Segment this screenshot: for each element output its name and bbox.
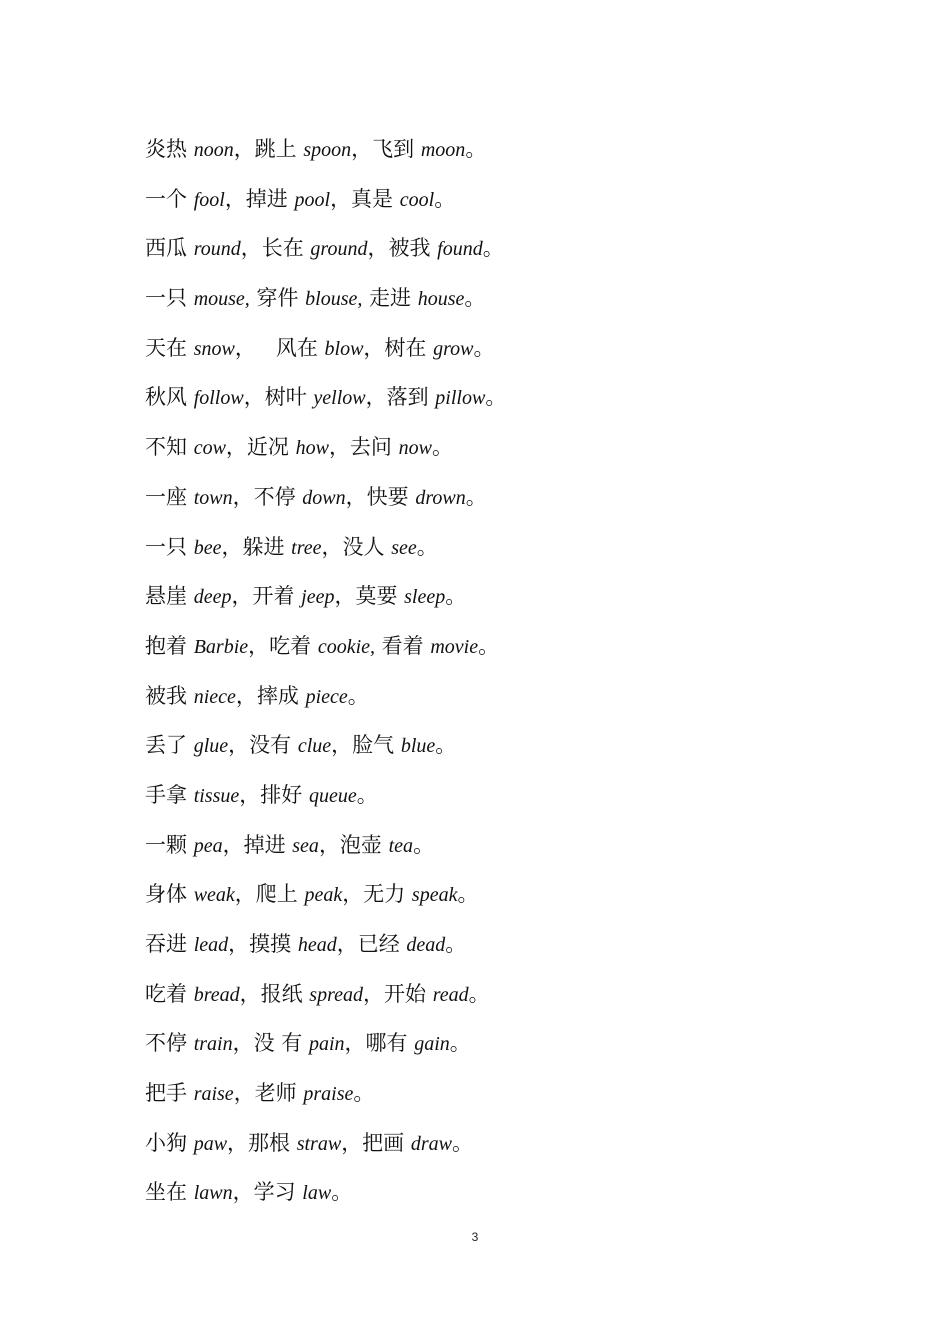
rhyme-line: [145, 976, 845, 1026]
chinese-text: 。: [465, 137, 487, 161]
english-word: deep: [193, 586, 232, 609]
english-word: noon: [193, 139, 234, 161]
rhyme-line: [145, 926, 845, 976]
chinese-text: 。: [464, 286, 486, 311]
chinese-text: 不知: [145, 435, 194, 460]
english-word: drown: [415, 486, 466, 509]
chinese-text: ，树在: [363, 335, 434, 360]
english-word: pea: [193, 834, 223, 857]
english-word: praise: [303, 1083, 354, 1106]
rhyme-line: [145, 131, 845, 181]
chinese-text: 走进: [362, 286, 418, 311]
chinese-text: ，不停: [232, 484, 303, 509]
english-word: jeep: [301, 586, 335, 609]
chinese-text: 抱着: [145, 633, 194, 658]
english-word: mouse,: [193, 288, 250, 311]
chinese-text: ，老师: [233, 1081, 304, 1106]
chinese-text: ，摸摸: [228, 932, 298, 956]
rhyme-line: [145, 727, 845, 777]
chinese-text: 。: [457, 882, 479, 907]
english-word: raise: [193, 1083, 234, 1106]
chinese-text: ，没 有: [232, 1031, 309, 1056]
rhyme-line: [145, 628, 845, 678]
english-word: peak: [304, 884, 343, 907]
chinese-text: ，吃着: [248, 633, 318, 658]
english-word: sea: [292, 834, 319, 857]
chinese-text: ，被我: [367, 236, 438, 261]
rhyme-line: [145, 678, 845, 728]
chinese-text: 一颗: [145, 832, 194, 857]
chinese-text: 。: [485, 385, 507, 410]
chinese-text: 小狗: [145, 1130, 194, 1155]
english-word: now: [398, 437, 432, 460]
chinese-text: 西瓜: [145, 236, 194, 261]
english-word: tissue: [193, 784, 240, 807]
english-word: gain: [414, 1033, 450, 1056]
rhyme-line: [145, 1174, 845, 1224]
chinese-text: ， 风在: [234, 335, 325, 360]
chinese-text: ，报纸: [239, 981, 310, 1006]
rhyme-line: [145, 1025, 845, 1075]
chinese-text: 。: [449, 1031, 471, 1056]
english-word: cool: [399, 188, 435, 211]
english-word: cow: [193, 437, 226, 460]
rhyme-line: [145, 330, 845, 380]
english-word: cookie,: [317, 635, 375, 658]
english-word: yellow: [313, 387, 366, 410]
english-word: tree: [291, 536, 322, 559]
chinese-text: ，开始: [363, 981, 433, 1006]
rhyme-line: [145, 429, 845, 479]
rhyme-line: [145, 777, 845, 827]
chinese-text: ，落到: [365, 385, 436, 410]
chinese-text: ，摔成: [235, 683, 306, 708]
chinese-text: 。: [473, 335, 495, 360]
chinese-text: ，莫要: [334, 584, 405, 609]
english-word: pillow: [435, 387, 486, 410]
chinese-text: 。: [416, 534, 438, 559]
chinese-text: 。: [431, 435, 453, 460]
rhyme-line: [145, 578, 845, 628]
chinese-text: 吞进: [145, 932, 194, 956]
chinese-text: 。: [413, 832, 435, 857]
english-word: lead: [193, 934, 229, 956]
chinese-text: 坐在: [145, 1180, 194, 1205]
english-word: glue: [193, 735, 229, 758]
english-word: Barbie: [193, 635, 249, 658]
chinese-text: ，哪有: [344, 1031, 415, 1056]
english-word: bread: [193, 983, 240, 1006]
english-word: follow: [193, 387, 244, 410]
chinese-text: ，泡壶: [318, 832, 389, 857]
chinese-text: 悬崖: [145, 584, 194, 609]
chinese-text: 。: [331, 1180, 353, 1205]
chinese-text: 不停: [145, 1031, 194, 1056]
chinese-text: 。: [445, 932, 467, 956]
rhyme-line: [145, 379, 845, 429]
chinese-text: 穿件: [249, 286, 306, 311]
english-word: movie: [430, 635, 479, 658]
chinese-text: 。: [452, 1130, 473, 1155]
english-word: spread: [309, 983, 363, 1006]
english-word: ground: [310, 238, 368, 261]
chinese-text: ，掉进: [224, 186, 295, 211]
chinese-text: ，把画: [341, 1130, 411, 1155]
chinese-text: 吃着: [145, 981, 194, 1006]
chinese-text: ，开着: [231, 584, 302, 609]
english-word: bee: [193, 536, 222, 559]
chinese-text: 一个: [145, 186, 194, 211]
chinese-text: 炎热: [145, 137, 194, 161]
rhyme-lines: [145, 131, 845, 1224]
chinese-text: 手拿: [145, 782, 194, 807]
chinese-text: 。: [434, 186, 456, 211]
english-word: train: [193, 1033, 233, 1056]
rhyme-line: [145, 1125, 845, 1175]
english-word: piece: [305, 685, 348, 708]
english-word: queue: [308, 784, 357, 807]
english-word: house: [417, 288, 465, 311]
chinese-text: 。: [347, 683, 369, 708]
chinese-text: ，近况: [225, 435, 296, 460]
rhyme-line: [145, 1075, 845, 1125]
chinese-text: ，爬上: [234, 882, 305, 907]
english-word: speak: [411, 884, 458, 907]
english-word: blue: [400, 735, 436, 758]
english-word: down: [302, 486, 346, 509]
english-word: grow: [433, 337, 474, 360]
chinese-text: ，去问: [328, 435, 399, 460]
chinese-text: ，脸气: [331, 733, 401, 758]
english-word: pain: [308, 1033, 345, 1056]
rhyme-line: [145, 827, 845, 877]
english-word: tea: [388, 834, 414, 857]
chinese-text: ，那根: [227, 1130, 297, 1155]
chinese-text: 秋风: [145, 385, 194, 410]
english-word: head: [297, 934, 337, 956]
chinese-text: ，躲进: [221, 534, 292, 559]
chinese-text: ，没有: [228, 733, 298, 758]
english-word: blouse,: [305, 288, 363, 311]
english-word: see: [391, 536, 417, 559]
chinese-text: 一只: [145, 534, 194, 559]
chinese-text: 看着: [375, 633, 431, 658]
chinese-text: ，掉进: [222, 832, 293, 857]
rhyme-line: [145, 181, 845, 231]
chinese-text: ，树叶: [243, 385, 314, 410]
english-word: weak: [193, 884, 235, 907]
page-number: 3: [471, 1230, 479, 1244]
chinese-text: 。: [468, 981, 490, 1006]
english-word: straw: [296, 1132, 342, 1155]
chinese-text: ，没人: [321, 534, 392, 559]
chinese-text: 。: [478, 633, 500, 658]
chinese-text: ，长在: [240, 236, 311, 261]
chinese-text: ，真是: [330, 186, 400, 211]
chinese-text: 。: [356, 782, 378, 807]
english-word: snow: [193, 337, 235, 360]
chinese-text: 。: [435, 733, 457, 758]
chinese-text: 被我: [145, 683, 194, 708]
english-word: paw: [193, 1132, 228, 1155]
english-word: how: [295, 437, 329, 460]
rhyme-line: [145, 479, 845, 529]
chinese-text: ，已经: [336, 932, 407, 956]
rhyme-line: [145, 280, 845, 330]
chinese-text: 天在: [145, 335, 194, 360]
chinese-text: ，学习: [232, 1180, 303, 1205]
chinese-text: 。: [445, 584, 467, 609]
english-word: town: [193, 486, 233, 509]
chinese-text: ，快要: [345, 484, 416, 509]
english-word: dead: [406, 934, 446, 956]
english-word: fool: [193, 188, 225, 211]
chinese-text: 。: [353, 1081, 375, 1106]
english-word: sleep: [404, 586, 446, 609]
chinese-text: 。: [465, 484, 487, 509]
rhyme-line: [145, 230, 845, 280]
english-word: spoon: [303, 139, 352, 161]
english-word: read: [432, 983, 469, 1006]
chinese-text: 。: [482, 236, 504, 261]
english-word: niece: [193, 685, 236, 708]
chinese-text: ，跳上: [233, 137, 304, 161]
english-word: found: [437, 238, 483, 261]
english-word: round: [193, 238, 241, 261]
english-word: law: [302, 1182, 332, 1205]
rhyme-line: [145, 876, 845, 926]
english-word: clue: [297, 735, 332, 758]
chinese-text: 丢了: [145, 733, 194, 758]
chinese-text: ，排好: [239, 782, 309, 807]
chinese-text: 一座: [145, 484, 194, 509]
english-word: draw: [410, 1132, 452, 1155]
chinese-text: 一只: [145, 286, 194, 311]
chinese-text: 把手: [145, 1081, 194, 1106]
chinese-text: 身体: [145, 882, 194, 907]
chinese-text: ，飞到: [351, 137, 421, 161]
english-word: moon: [420, 139, 466, 161]
english-word: blow: [324, 337, 364, 360]
english-word: lawn: [193, 1182, 233, 1205]
rhyme-line: [145, 529, 845, 579]
chinese-text: ，无力: [342, 882, 412, 907]
english-word: pool: [294, 188, 331, 211]
